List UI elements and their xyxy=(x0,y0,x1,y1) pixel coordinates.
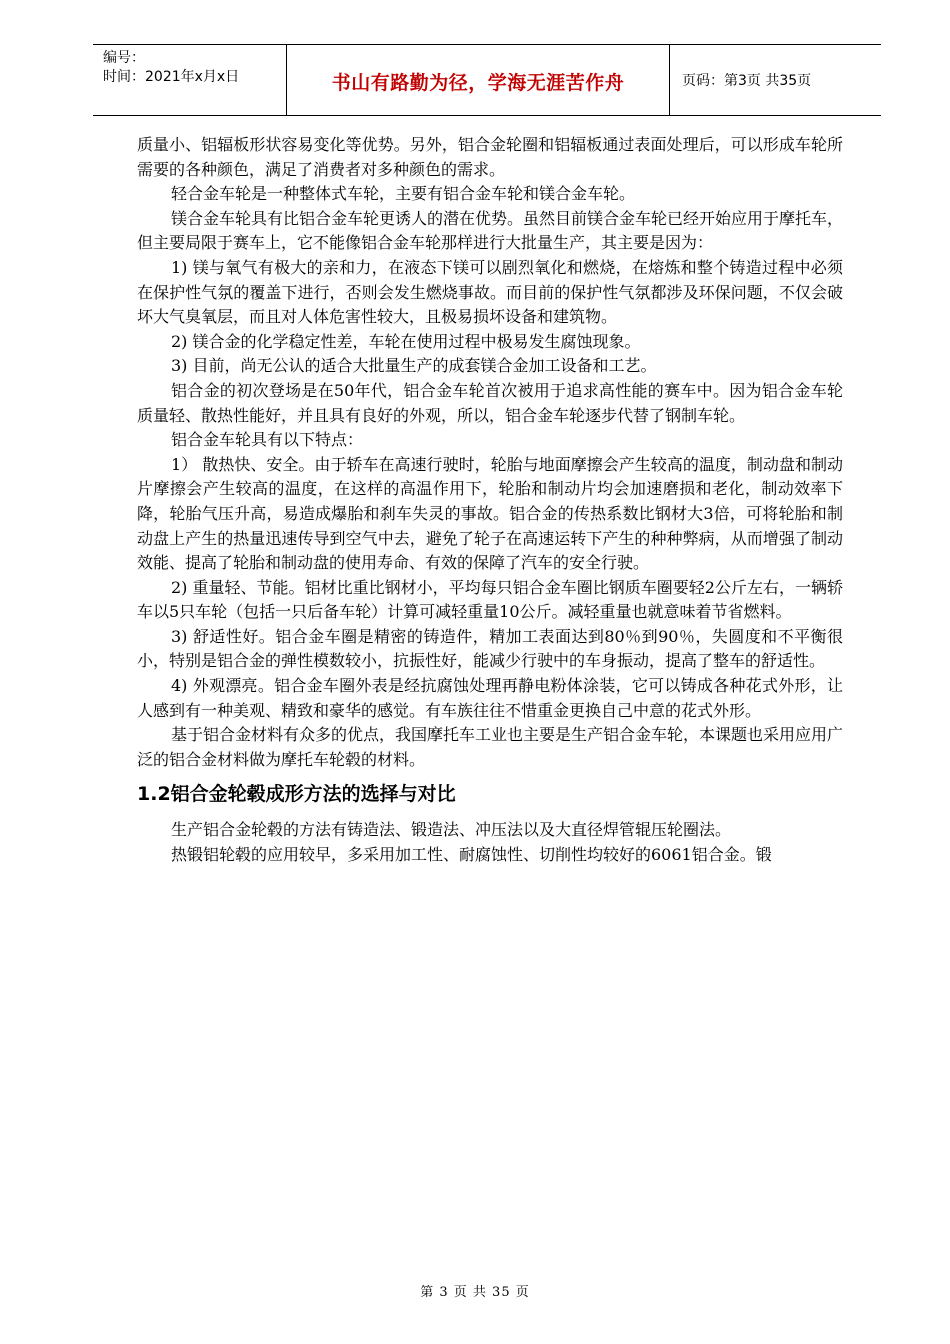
list-item: 2) 镁合金的化学稳定性差，车轮在使用过程中极易发生腐蚀现象。 xyxy=(171,331,641,351)
header-meta xyxy=(93,45,287,115)
list-item: 3) 目前，尚无公认的适合大批量生产的成套镁合金加工设备和工艺。 xyxy=(171,356,657,376)
list-item: 1） 散热快、安全。由于轿车在高速行驶时，轮胎与地面摩擦会产生较高的温度，制动盘和制动片摩擦会产生较高的温度，在这样的高温作用下，轮胎和制动片均会加速磨损和老化，制动效率下降，轮胎气压升高，易造成爆胎和刹车失灵的事故。铝合金的传热系数比钢材大3倍，可将轮胎和制动盘上产生的热量迅速传导到空气中去，避免了轮子在高速运转下产生的种种弊病，从而增强了制动效能、提高了轮胎和制动盘的使用寿命、有效的保障了汽车的安全行驶。 xyxy=(137,454,843,573)
paragraph: 基于铝合金材料有众多的优点，我国摩托车工业也主要是生产铝合金车轮，本课题也采用应用广泛的铝合金材料做为摩托车轮毂的材料。 xyxy=(137,725,844,769)
paragraph: 热锻铝轮毂的应用较早，多采用加工性、耐腐蚀性、切削性均较好的6061铝合金。锻 xyxy=(171,845,772,865)
header-motto: 书山有路勤为径，学海无涯苦作舟 xyxy=(287,45,670,115)
paragraph: 轻合金车轮是一种整体式车轮，主要有铝合金车轮和镁合金车轮。 xyxy=(171,184,636,204)
paragraph: 铝合金的初次登场是在50年代，铝合金车轮首次被用于追求高性能的赛车中。因为铝合金车轮质量轻、散热性能好，并且具有良好的外观，所以，铝合金车轮逐步代替了钢制车轮。 xyxy=(137,380,843,425)
section-heading: 1.2铝合金轮毂成形方法的选择与对比 xyxy=(137,783,456,806)
list-item: 4) 外观漂亮。铝合金车圈外表是经抗腐蚀处理再静电粉体涂装，它可以铸成各种花式外形，让人感到有一种美观、精致和豪华的感觉。有车族往往不惜重金更换自己中意的花式外形。 xyxy=(137,676,843,720)
paragraph: 镁合金车轮具有比铝合金车轮更诱人的潜在优势。虽然目前镁合金车轮已经开始应用于摩托车，但主要局限于赛车上，它不能像铝合金车轮那样进行大批量生产，其主要是因为： xyxy=(137,208,844,253)
page-header xyxy=(93,44,881,116)
paragraph: 铝合金车轮具有以下特点： xyxy=(171,430,364,450)
page-footer: 第 3 页 共 35 页 xyxy=(420,1285,530,1300)
list-item: 3) 舒适性好。铝合金车圈是精密的铸造件，精加工表面达到80％到90％，失圆度和不平衡很小，特别是铝合金的弹性模数较小，抗振性好，能减少行驶中的车身振动，提高了整车的舒适性。 xyxy=(137,626,843,671)
list-item: 2) 重量轻、节能。铝材比重比钢材小，平均每只铝合金车圈比钢质车圈要轻2公斤左右，一辆轿车以5只车轮（包括一只后备车轮）计算可减轻重量10公斤。减轻重量也就意味着节省燃料。 xyxy=(137,577,843,622)
list-item: 1) 镁与氧气有极大的亲和力，在液态下镁可以剧烈氧化和燃烧，在熔炼和整个铸造过程中必须在保护性气氛的覆盖下进行，否则会发生燃烧事故。而目前的保护性气氛都涉及环保问题，不仅会破坏大气臭氧层，而且对人体危害性较大，且极易损坏设备和建筑物。 xyxy=(137,257,843,327)
paragraph: 质量小、铝辐板形状容易变化等优势。另外，铝合金轮圈和铝辐板通过表面处理后，可以形成车轮所需要的各种颜色，满足了消费者对多种颜色的需求。 xyxy=(137,135,843,179)
header-page-info: 页码：第3页 共35页 xyxy=(682,73,812,89)
document-number-label: 编号： xyxy=(103,50,145,66)
paragraph: 生产铝合金轮毂的方法有铸造法、锻造法、冲压法以及大直径焊管辊压轮圈法。 xyxy=(171,820,732,840)
document-body xyxy=(137,133,843,868)
document-time-label: 时间：2021年x月x日 xyxy=(103,69,240,85)
